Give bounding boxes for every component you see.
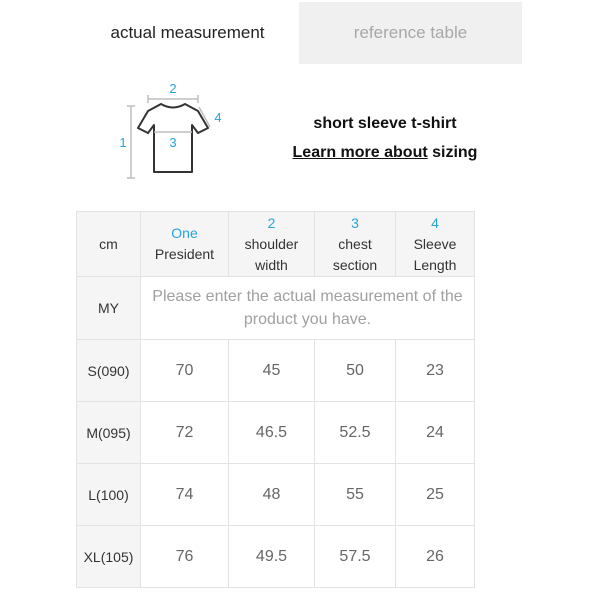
diagram-label-3: 3 [169, 135, 177, 150]
table-cell: 46.5 [229, 402, 315, 464]
table-cell: 26 [396, 526, 475, 588]
column-number: 4 [431, 214, 439, 231]
table-cell: 76 [141, 526, 229, 588]
column-number: One [171, 225, 198, 241]
column-label: President [154, 246, 215, 262]
measurement-tabs [76, 2, 522, 64]
size-label: L(100) [77, 464, 141, 526]
learn-more-link[interactable]: Learn more about [292, 144, 428, 161]
column-number: 3 [351, 214, 359, 231]
diagram-label-2: 2 [169, 81, 177, 96]
diagram-label-4: 4 [214, 110, 222, 125]
table-cell: 52.5 [315, 402, 396, 464]
table-cell: 50 [315, 340, 396, 402]
column-label: Sleeve Length [413, 235, 457, 273]
size-label: XL(105) [77, 526, 141, 588]
diagram-label-1: 1 [119, 135, 127, 150]
table-cell: 49.5 [229, 526, 315, 588]
size-label: S(090) [77, 340, 141, 402]
table-cell: 48 [229, 464, 315, 526]
column-number: 2 [267, 214, 276, 231]
column-header-length [141, 212, 229, 277]
my-measurement-input-prompt[interactable]: Please enter the actual measurement of the product you have. [141, 277, 475, 340]
table-cell: 74 [141, 464, 229, 526]
table-cell: 70 [141, 340, 229, 402]
table-row [77, 526, 475, 588]
size-table [76, 211, 475, 588]
product-title: short sleeve t-shirt [313, 115, 457, 132]
tab-actual-measurement[interactable]: actual measurement [76, 2, 299, 64]
tab-reference-table[interactable]: reference table [299, 2, 522, 64]
table-cell: 55 [315, 464, 396, 526]
product-info [240, 112, 530, 167]
tshirt-icon [110, 78, 230, 188]
table-cell: 24 [396, 402, 475, 464]
sizing-line [240, 139, 530, 167]
column-label: shoulder width [244, 235, 299, 273]
my-measurement-row [77, 277, 475, 340]
column-header-chest [315, 212, 396, 277]
table-row [77, 464, 475, 526]
column-header-shoulder [229, 212, 315, 277]
tshirt-measurement-diagram [110, 78, 230, 188]
table-cell: 72 [141, 402, 229, 464]
table-cell: 45 [229, 340, 315, 402]
table-cell: 23 [396, 340, 475, 402]
sizing-link-suffix: sizing [427, 144, 478, 161]
column-header-sleeve [396, 212, 475, 277]
table-cell: 25 [396, 464, 475, 526]
table-cell: 57.5 [315, 526, 396, 588]
my-row-label: MY [77, 277, 141, 340]
unit-header: cm [77, 212, 141, 277]
size-label: M(095) [77, 402, 141, 464]
column-label: chest section [332, 235, 378, 273]
table-row [77, 340, 475, 402]
table-row [77, 402, 475, 464]
table-header-row [77, 212, 475, 277]
